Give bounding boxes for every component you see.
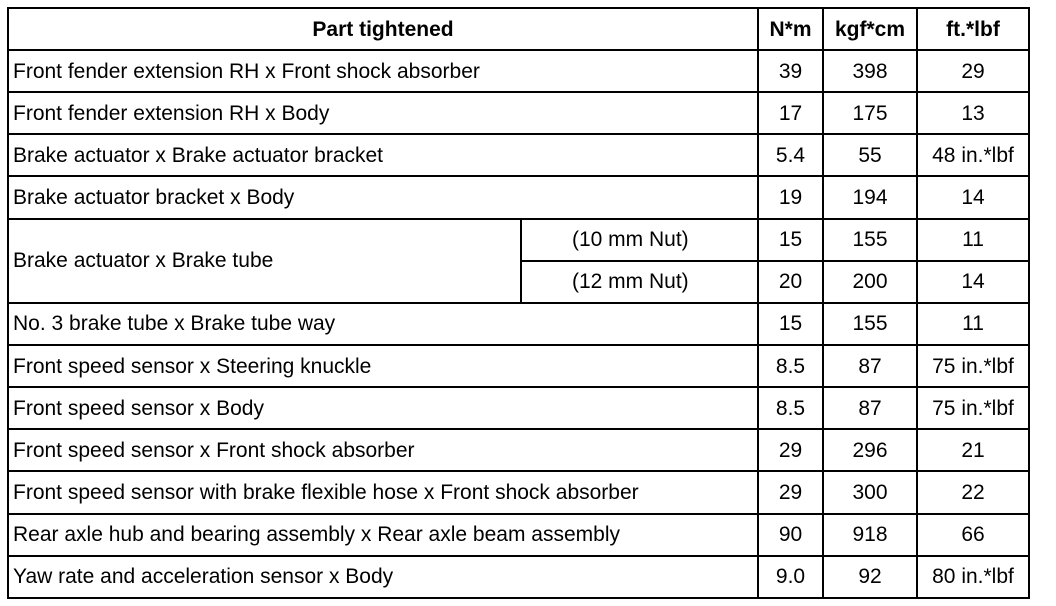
part-cell: Front speed sensor x Body <box>8 387 758 429</box>
table-row <box>8 429 1029 471</box>
kgf-cell: 918 <box>823 514 917 556</box>
nm-cell: 17 <box>758 92 823 134</box>
sub-condition-cell: (12 mm Nut) <box>521 261 758 303</box>
kgf-cell: 155 <box>823 303 917 345</box>
kgf-cell: 194 <box>823 176 917 218</box>
table-row <box>8 50 1029 92</box>
kgf-cell: 300 <box>823 471 917 513</box>
nm-cell: 19 <box>758 176 823 218</box>
ftlbf-cell: 48 in.*lbf <box>917 134 1029 176</box>
part-cell: Front speed sensor with brake flexible hose x Front shock absorber <box>8 471 758 513</box>
kgf-cell: 296 <box>823 429 917 471</box>
nm-cell: 8.5 <box>758 345 823 387</box>
ftlbf-cell: 11 <box>917 303 1029 345</box>
header-ft-lbf: ft.*lbf <box>917 8 1029 50</box>
kgf-cell: 87 <box>823 387 917 429</box>
header-nm: N*m <box>758 8 823 50</box>
part-cell: Brake actuator x Brake tube <box>8 219 521 303</box>
part-cell: Front fender extension RH x Front shock absorber <box>8 50 758 92</box>
header-part-tightened: Part tightened <box>8 8 758 50</box>
ftlbf-cell: 75 in.*lbf <box>917 387 1029 429</box>
table-row <box>8 134 1029 176</box>
ftlbf-cell: 66 <box>917 514 1029 556</box>
table-row <box>8 176 1029 218</box>
torque-spec-table <box>7 7 1030 599</box>
part-cell: Front speed sensor x Front shock absorber <box>8 429 758 471</box>
nm-cell: 90 <box>758 514 823 556</box>
ftlbf-cell: 75 in.*lbf <box>917 345 1029 387</box>
table-row <box>8 556 1029 598</box>
part-cell: Brake actuator bracket x Body <box>8 176 758 218</box>
table-row <box>8 345 1029 387</box>
nm-cell: 20 <box>758 261 823 303</box>
table-row <box>8 514 1029 556</box>
nm-cell: 15 <box>758 219 823 261</box>
ftlbf-cell: 21 <box>917 429 1029 471</box>
nm-cell: 15 <box>758 303 823 345</box>
ftlbf-cell: 14 <box>917 261 1029 303</box>
ftlbf-cell: 11 <box>917 219 1029 261</box>
sub-condition-cell: (10 mm Nut) <box>521 219 758 261</box>
nm-cell: 5.4 <box>758 134 823 176</box>
part-cell: Front speed sensor x Steering knuckle <box>8 345 758 387</box>
kgf-cell: 87 <box>823 345 917 387</box>
nm-cell: 9.0 <box>758 556 823 598</box>
header-kgf-cm: kgf*cm <box>823 8 917 50</box>
nm-cell: 8.5 <box>758 387 823 429</box>
part-cell: Brake actuator x Brake actuator bracket <box>8 134 758 176</box>
part-cell: No. 3 brake tube x Brake tube way <box>8 303 758 345</box>
ftlbf-cell: 22 <box>917 471 1029 513</box>
nm-cell: 29 <box>758 471 823 513</box>
part-cell: Rear axle hub and bearing assembly x Rear axle beam assembly <box>8 514 758 556</box>
header-row <box>8 8 1029 50</box>
kgf-cell: 175 <box>823 92 917 134</box>
kgf-cell: 92 <box>823 556 917 598</box>
table-row <box>8 219 1029 261</box>
kgf-cell: 398 <box>823 50 917 92</box>
ftlbf-cell: 13 <box>917 92 1029 134</box>
kgf-cell: 55 <box>823 134 917 176</box>
nm-cell: 39 <box>758 50 823 92</box>
part-cell: Front fender extension RH x Body <box>8 92 758 134</box>
table-row <box>8 387 1029 429</box>
ftlbf-cell: 80 in.*lbf <box>917 556 1029 598</box>
table-row <box>8 92 1029 134</box>
ftlbf-cell: 14 <box>917 176 1029 218</box>
kgf-cell: 200 <box>823 261 917 303</box>
ftlbf-cell: 29 <box>917 50 1029 92</box>
nm-cell: 29 <box>758 429 823 471</box>
part-cell: Yaw rate and acceleration sensor x Body <box>8 556 758 598</box>
kgf-cell: 155 <box>823 219 917 261</box>
table-row <box>8 303 1029 345</box>
table-row <box>8 471 1029 513</box>
